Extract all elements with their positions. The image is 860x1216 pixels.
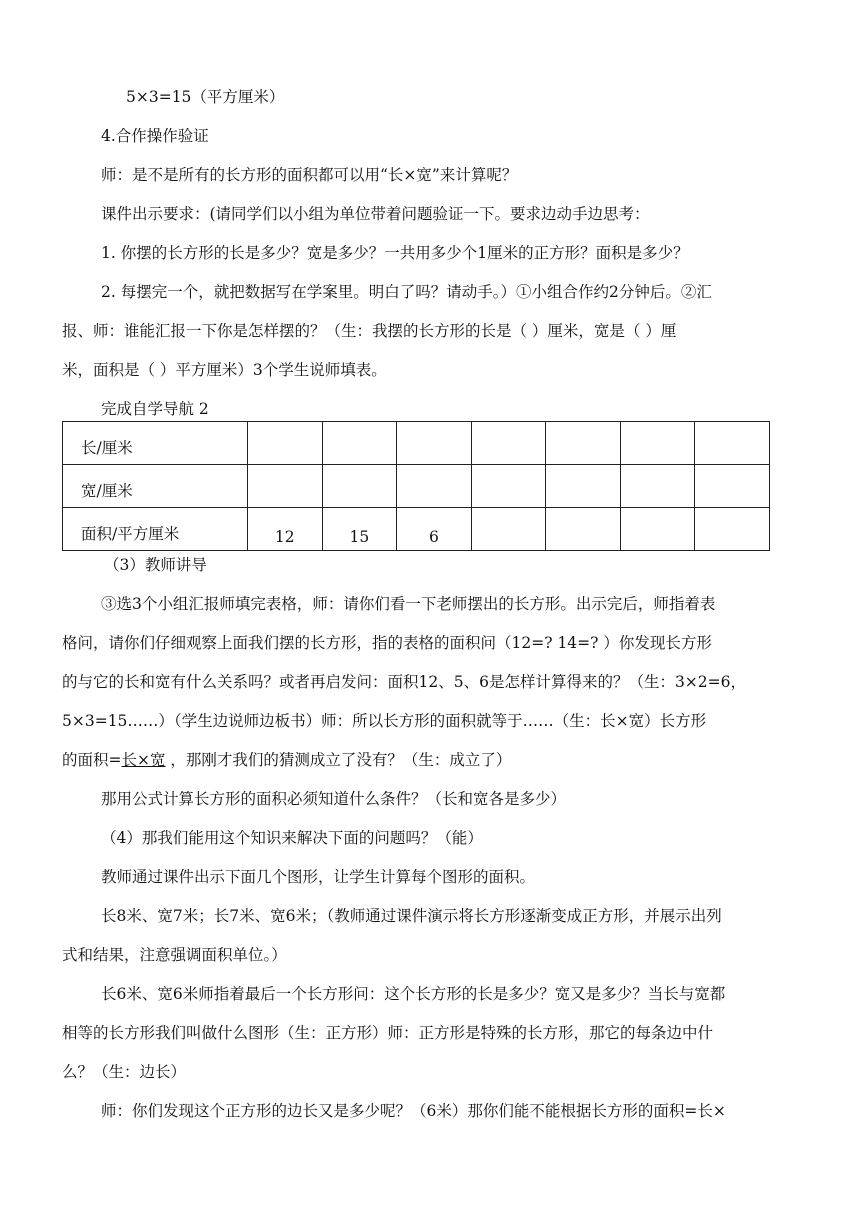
table-caption: 完成自学导航 2 bbox=[101, 400, 209, 418]
row-header: 宽/厘米 bbox=[63, 465, 248, 508]
text-line: 5×3=15（平方厘米） bbox=[126, 88, 285, 106]
table-cell: 6 bbox=[397, 508, 472, 551]
formula-underlined: 长×宽 bbox=[121, 751, 166, 769]
table-cell bbox=[695, 465, 770, 508]
text-line: 报、师：谁能汇报一下你是怎样摆的？（生：我摆的长方形的长是（ ）厘米，宽是（ ）厘 bbox=[62, 322, 677, 340]
text-line: 长8米、宽7米；长7米、宽6米；（教师通过课件演示将长方形逐渐变成正方形，并展示出列 bbox=[101, 907, 722, 925]
table-cell bbox=[471, 465, 546, 508]
section-heading: （4）那我们能用这个知识来解决下面的问题吗？（能） bbox=[101, 829, 483, 847]
table-row bbox=[63, 508, 770, 551]
text-line: 课件出示要求：(请同学们以小组为单位带着问题验证一下。要求边动手边思考： bbox=[101, 205, 650, 223]
table-cell bbox=[471, 508, 546, 551]
section-heading: 4.合作操作验证 bbox=[101, 127, 209, 145]
table-cell bbox=[695, 508, 770, 551]
table-cell bbox=[546, 422, 621, 465]
row-header: 面积/平方厘米 bbox=[63, 508, 248, 551]
table-cell bbox=[322, 422, 397, 465]
table-cell bbox=[248, 465, 323, 508]
text-segment: ，那刚才我们的猜测成立了没有？（生：成立了） bbox=[165, 751, 512, 769]
text-line: 长6米、宽6米师指着最后一个长方形问：这个长方形的长是多少？宽又是多少？当长与宽都 bbox=[101, 985, 726, 1003]
text-line: 5×3=15……）（学生边说师边板书）师：所以长方形的面积就等于……（生：长×宽）长方形 bbox=[62, 712, 707, 730]
text-line: 1. 你摆的长方形的长是多少？宽是多少？一共用多少个1厘米的正方形？面积是多少？ bbox=[101, 244, 689, 262]
table-cell: 12 bbox=[248, 508, 323, 551]
text-line: 格问，请你们仔细观察上面我们摆的长方形，指的表格的面积问（12=? 14=? ）你发现长方形 bbox=[62, 634, 712, 652]
text-line: 2. 每摆完一个，就把数据写在学案里。明白了吗？请动手。）①小组合作约2分钟后。②汇 bbox=[101, 283, 712, 301]
section-heading: （3）教师讲导 bbox=[104, 556, 207, 574]
table-cell bbox=[397, 465, 472, 508]
text-line: 师：是不是所有的长方形的面积都可以用“长×宽”来计算呢？ bbox=[101, 166, 518, 184]
row-header: 长/厘米 bbox=[63, 422, 248, 465]
table-cell: 15 bbox=[322, 508, 397, 551]
table-cell bbox=[397, 422, 472, 465]
data-table bbox=[62, 421, 770, 551]
text-line bbox=[62, 750, 511, 770]
table-cell bbox=[546, 508, 621, 551]
text-line: 米，面积是（ ）平方厘米）3个学生说师填表。 bbox=[62, 361, 387, 379]
table-cell bbox=[248, 422, 323, 465]
table-cell bbox=[471, 422, 546, 465]
text-line: 师：你们发现这个正方形的边长又是多少呢？（6米）那你们能不能根据长方形的面积=长× bbox=[101, 1102, 726, 1120]
text-line: 式和结果，注意强调面积单位。） bbox=[62, 946, 287, 964]
table-cell bbox=[322, 465, 397, 508]
text-line: 相等的长方形我们叫做什么图形（生：正方形）师：正方形是特殊的长方形，那它的每条边中什 bbox=[62, 1024, 714, 1042]
text-line: 么？（生：边长） bbox=[62, 1063, 187, 1081]
text-segment: 的面积= bbox=[62, 751, 122, 769]
table-row bbox=[63, 465, 770, 508]
table-cell bbox=[620, 465, 695, 508]
table-cell bbox=[620, 508, 695, 551]
table-cell bbox=[546, 465, 621, 508]
text-line: 那用公式计算长方形的面积必须知道什么条件？（长和宽各是多少） bbox=[101, 790, 567, 808]
table-row bbox=[63, 422, 770, 465]
text-line: 教师通过课件出示下面几个图形，让学生计算每个图形的面积。 bbox=[101, 868, 536, 886]
table-cell bbox=[695, 422, 770, 465]
text-line: ③选3个小组汇报师填完表格，师：请你们看一下老师摆出的长方形。出示完后，师指着表 bbox=[101, 595, 716, 613]
table-cell bbox=[620, 422, 695, 465]
text-line: 的与它的长和宽有什么关系吗？或者再启发问：面积12、5、6是怎样计算得来的？（生：3×2=6， bbox=[62, 673, 747, 691]
